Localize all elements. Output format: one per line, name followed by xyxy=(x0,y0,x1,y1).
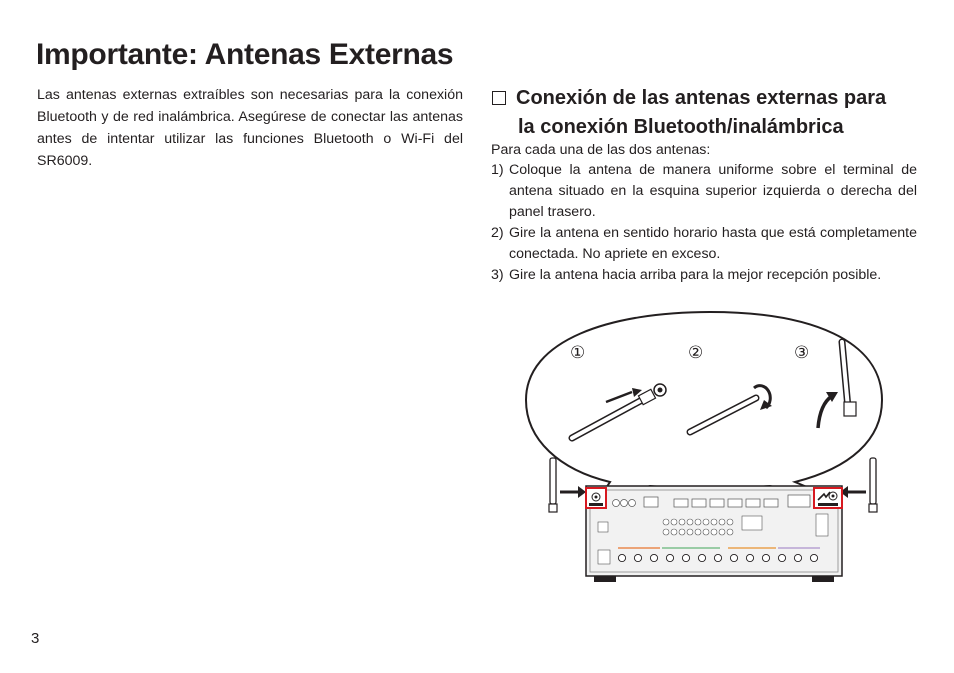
step-marker-2: ② xyxy=(688,343,704,363)
step-number: 2) xyxy=(491,225,504,241)
steps-list xyxy=(491,160,917,286)
step-item xyxy=(491,160,917,223)
side-antenna-left-icon xyxy=(549,458,557,512)
steps-lead: Para cada una de las dos antenas: xyxy=(491,142,711,158)
antenna-connection-illustration xyxy=(520,300,890,590)
section-title-line2: la conexión Bluetooth/inalámbrica xyxy=(518,116,844,138)
callout-bubble xyxy=(526,312,882,500)
page-number: 3 xyxy=(31,630,40,647)
section-title-line1: Conexión de las antenas externas para xyxy=(516,87,887,109)
step-text: Gire la antena en sentido horario hasta que está completamente conectada. No apriete en exceso. xyxy=(509,225,917,262)
section-title xyxy=(492,84,932,142)
antenna-terminal-right xyxy=(814,488,842,508)
step-item xyxy=(491,265,917,286)
step-text: Gire la antena hacia arriba para la mejor recepción posible. xyxy=(509,267,882,283)
step-marker-3: ③ xyxy=(794,343,810,363)
arrow-right-icon xyxy=(840,486,866,498)
page-title: Importante: Antenas Externas xyxy=(36,38,454,71)
step-item xyxy=(491,223,917,265)
step-text: Coloque la antena de manera uniforme sobre el terminal de antena situado en la esquina superior izquierda o derecha del panel trasero. xyxy=(509,162,917,220)
side-antenna-right-icon xyxy=(869,458,877,512)
step-marker-1: ① xyxy=(570,343,586,363)
checkbox-bullet-icon xyxy=(492,91,506,105)
antenna-terminal-left xyxy=(586,488,606,508)
step-number: 3) xyxy=(491,267,504,283)
step-number: 1) xyxy=(491,162,504,178)
receiver-rear-panel xyxy=(586,486,842,582)
arrow-left-icon xyxy=(560,486,586,498)
intro-paragraph: Las antenas externas extraíbles son necesarias para la conexión Bluetooth y de red inalámbrica. Asegúrese de conectar las antenas antes de intentar utilizar las funciones Bluetooth o Wi-Fi del SR6009. xyxy=(37,87,463,169)
